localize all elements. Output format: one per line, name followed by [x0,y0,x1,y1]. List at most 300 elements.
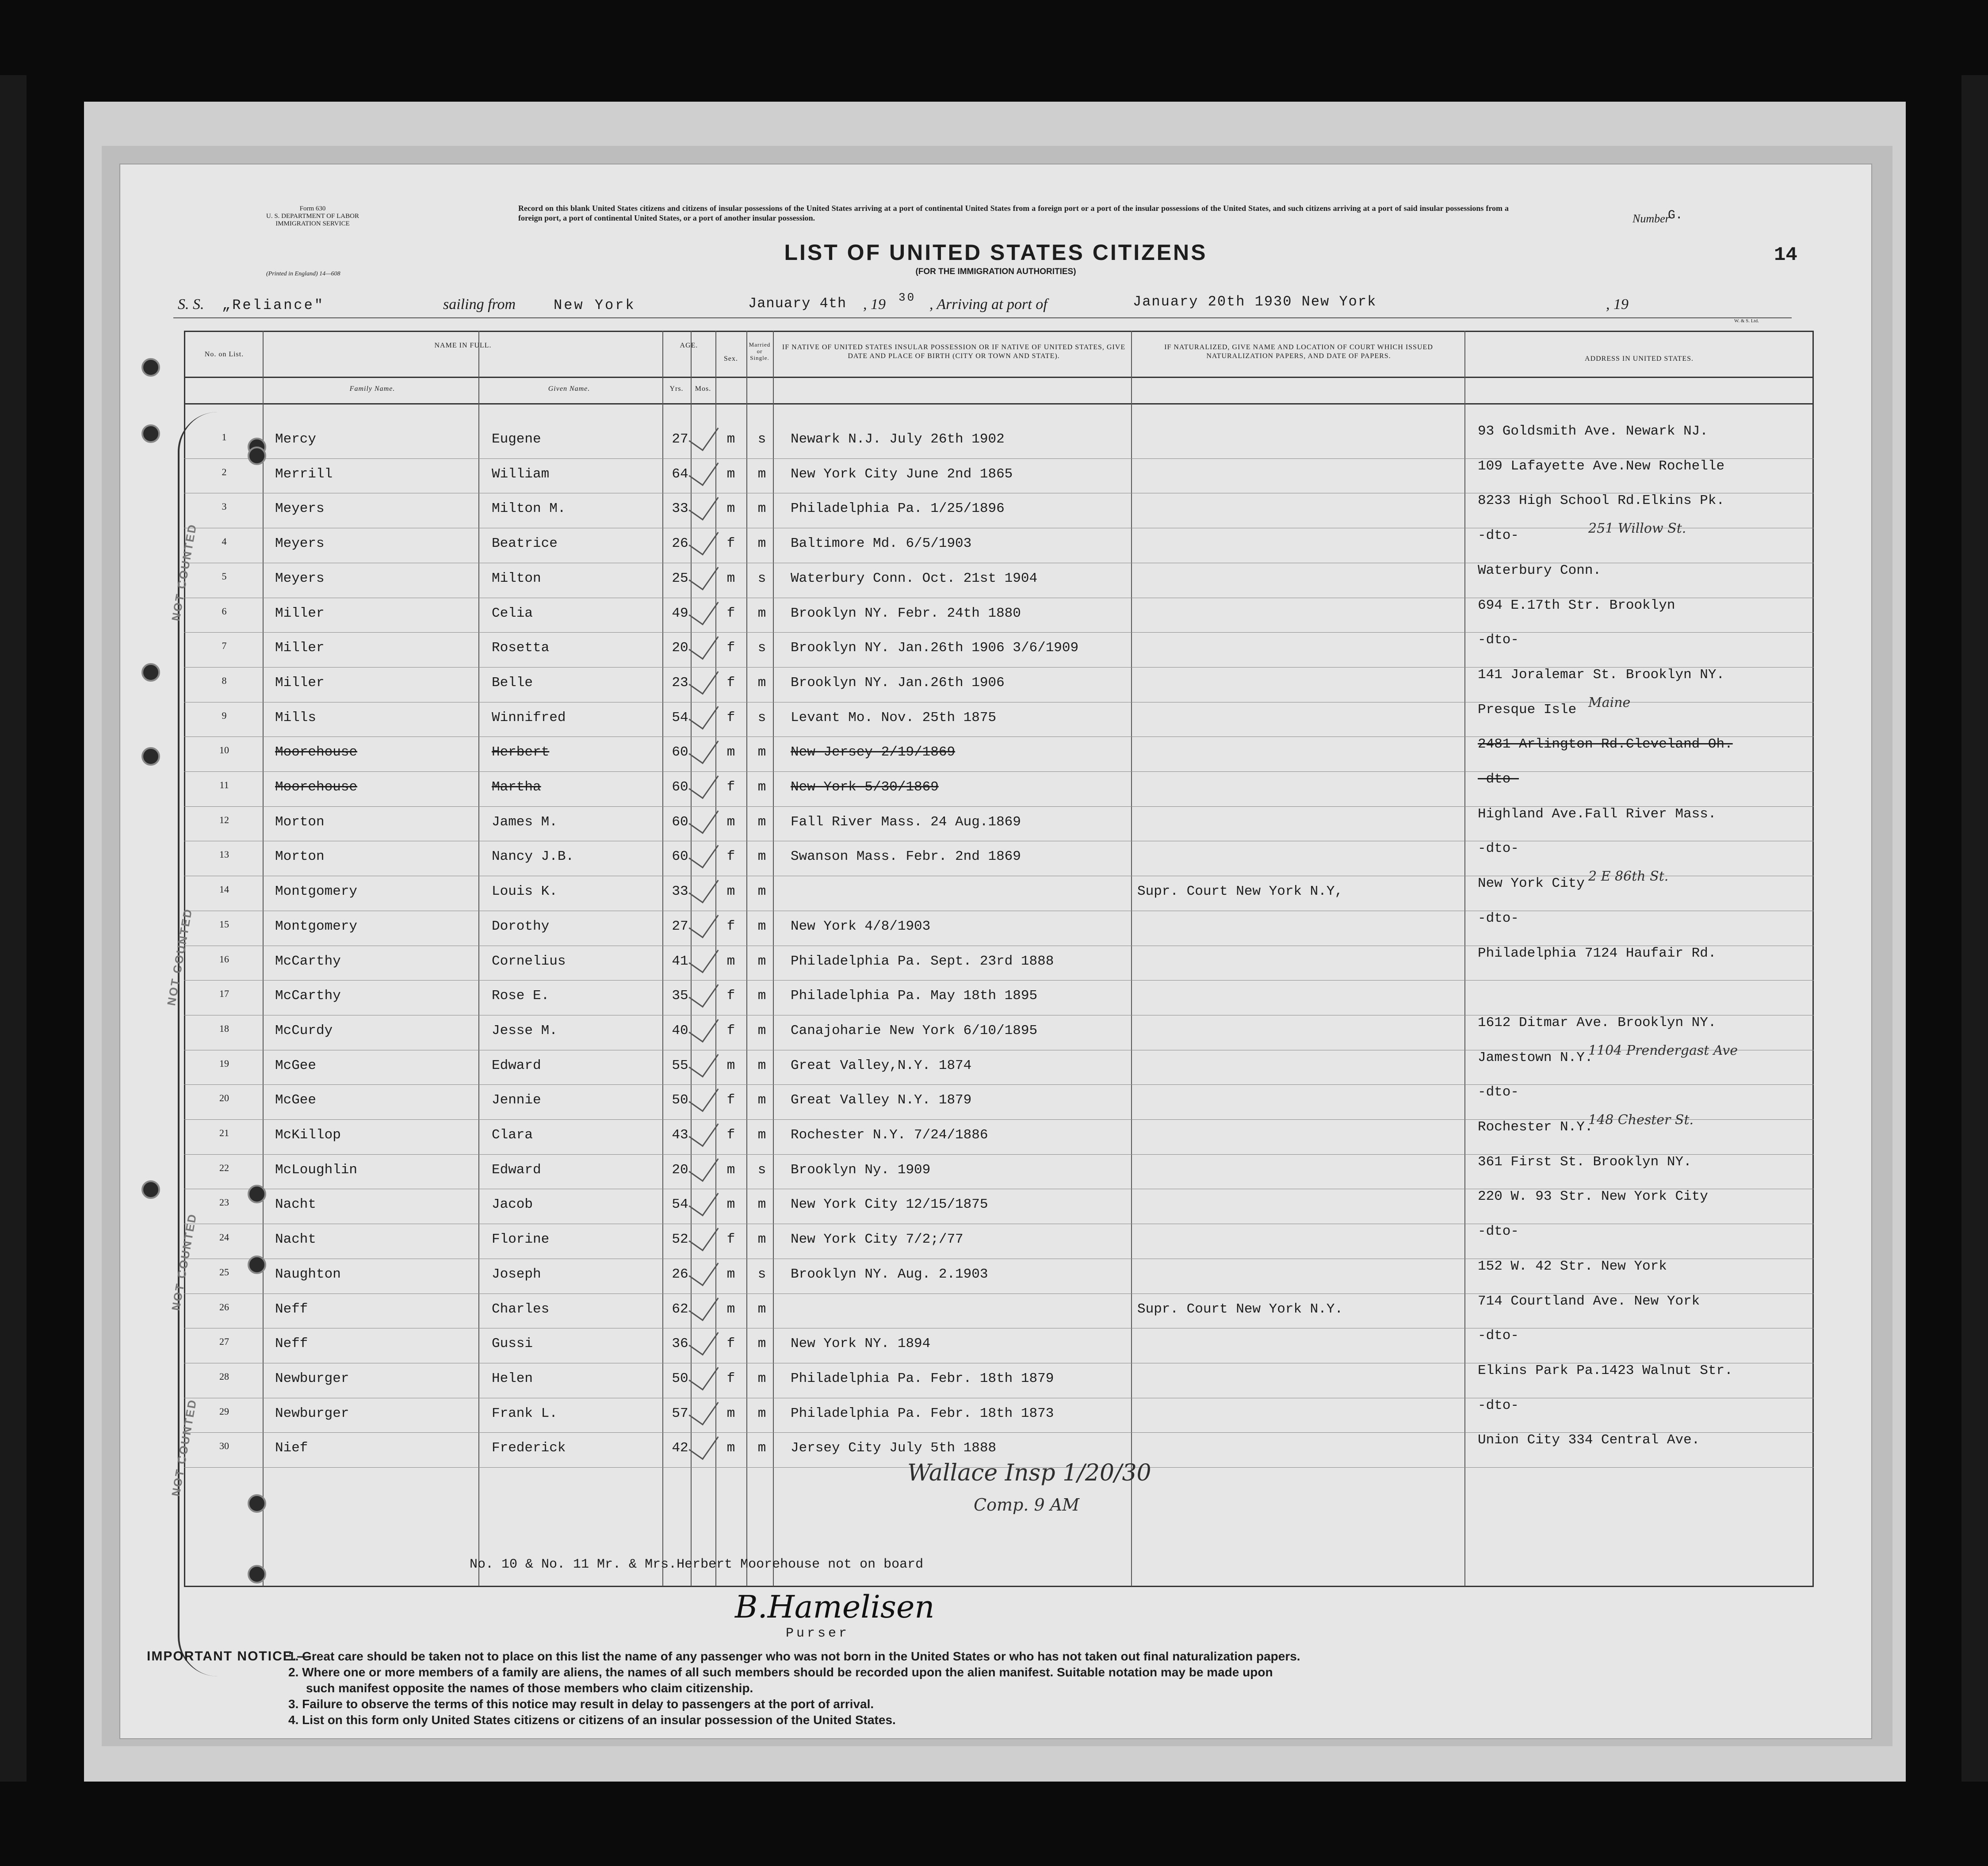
not-counted-stamp: NOT COUNTED [164,907,195,1007]
notice-2: 2. Where one or more members of a family are aliens, the names of all such members should be recorded upon the alien manifest. Suitable notation may be made upon [288,1665,1273,1679]
row-family: Neff [275,1336,308,1352]
row-married: m [757,1092,766,1108]
binder-hole [248,1255,266,1274]
row-sex: m [726,570,735,586]
row-married: m [757,1057,766,1073]
row-family: Mills [275,710,317,725]
row-address: New York City [1478,876,1585,892]
row-handwritten-note: 251 Willow St. [1588,521,1686,537]
row-family: Neff [275,1301,308,1317]
row-family: Montgomery [275,884,358,900]
row-sex: f [726,675,735,691]
printed-in: (Printed in England) 14—608 [266,271,340,277]
row-sex: m [726,814,735,830]
header-sex: Sex. [724,355,738,363]
form-instructions: Record on this blank United States citizens and citizens of insular possessions of the United States arriving at a port of continental United States from a foreign port or a port of the insular possessions of the United States, and such citizens arriving at a port of said insular possessions from a foreign port, a port of continental United States, or a port of another insular possession. [518,204,1509,222]
row-no: 23 [219,1197,229,1208]
row-address: -dto- [1478,1328,1519,1344]
row-married: m [757,779,766,795]
row-age: 36 [672,1336,688,1352]
row-address: 93 Goldsmith Ave. Newark NJ. [1478,424,1708,439]
row-sex: f [726,1127,735,1143]
row-sex: m [726,744,735,760]
header-address: ADDRESS IN UNITED STATES. [1585,355,1694,363]
row-given: Edward [492,1057,541,1073]
row-address: 694 E.17th Str. Brooklyn [1478,597,1675,613]
row-birth: Philadelphia Pa. 1/25/1896 [791,501,1005,517]
row-no: 26 [219,1301,229,1313]
number-label: Number [1632,212,1670,225]
row-married: s [757,431,766,447]
notice-3: 3. Failure to observe the terms of this notice may result in delay to passengers at the port of arrival. [288,1697,874,1711]
header-no: No. on List. [204,351,244,358]
row-age: 33 [672,501,688,517]
row-handwritten-note: 1104 Prendergast Ave [1588,1042,1738,1058]
row-family: McCarthy [275,953,341,969]
row-sex: f [726,710,735,725]
row-family: Nacht [275,1197,317,1213]
row-age: 50 [672,1092,688,1108]
row-family: Meyers [275,570,325,586]
row-married: m [757,1301,766,1317]
row-family: Morton [275,814,325,830]
row-family: McCurdy [275,1023,333,1038]
footer-remark: No. 10 & No. 11 Mr. & Mrs.Herbert Moorehouse not on board [470,1557,924,1572]
row-age: 64 [672,466,688,482]
film-edge-right [1961,75,1988,1782]
row-no: 12 [219,814,229,825]
row-birth: New York 4/8/1903 [791,918,931,934]
row-family: Newburger [275,1370,349,1386]
row-birth: New York City 12/15/1875 [791,1197,988,1213]
row-handwritten-note: Maine [1588,695,1631,710]
row-given: William [492,466,550,482]
purser-signature: B.Hamelisen [735,1589,935,1625]
row-age: 54 [672,1197,688,1213]
row-married: s [757,1266,766,1282]
row-given: Rose E. [492,988,550,1004]
row-family: McLoughlin [275,1162,358,1178]
row-no: 19 [219,1057,229,1069]
row-birth: Canajoharie New York 6/10/1895 [791,1023,1038,1038]
row-address: Philadelphia 7124 Haufair Rd. [1478,945,1717,961]
row-birth: Fall River Mass. 24 Aug.1869 [791,814,1021,830]
arrival-info: January 20th 1930 New York [1133,294,1377,310]
row-birth: Baltimore Md. 6/5/1903 [791,536,972,552]
sheet-number: 14 [1774,244,1797,266]
row-married: m [757,1023,766,1038]
row-address: 1612 Ditmar Ave. Brooklyn NY. [1478,1015,1717,1030]
row-birth: Newark N.J. July 26th 1902 [791,431,1005,447]
row-married: s [757,710,766,725]
header-age: AGE. [680,342,698,349]
row-given: Joseph [492,1266,541,1282]
row-no: 21 [219,1127,229,1138]
row-married: m [757,1127,766,1143]
row-family: Miller [275,605,325,621]
notice-4: 4. List on this form only United States citizens or citizens of an insular possession of the United States. [288,1713,896,1727]
row-married: s [757,640,766,656]
row-sex: m [726,884,735,900]
row-no: 13 [219,849,229,860]
ship-name: „Reliance" [222,297,325,313]
binder-hole [141,424,160,443]
row-age: 26 [672,1266,688,1282]
row-birth: Brooklyn Ny. 1909 [791,1162,931,1178]
row-age: 55 [672,1057,688,1073]
row-address: 109 Lafayette Ave.New Rochelle [1478,458,1725,474]
row-birth: Swanson Mass. Febr. 2nd 1869 [791,849,1021,865]
row-age: 43 [672,1127,688,1143]
row-married: m [757,1197,766,1213]
row-married: m [757,1370,766,1386]
notice-1: 1. Great care should be taken not to place on this list the name of any passenger who was not born in the United States or who has not taken out final naturalization papers. [288,1649,1300,1663]
row-age: 60 [672,814,688,830]
row-birth: Levant Mo. Nov. 25th 1875 [791,710,997,725]
row-married: m [757,536,766,552]
voyage-line [164,291,1801,320]
sailing-label: sailing from [443,296,516,313]
row-birth: Brooklyn NY. Aug. 2.1903 [791,1266,988,1282]
row-given: Eugene [492,431,541,447]
row-no: 4 [222,536,227,547]
row-married: s [757,1162,766,1178]
row-sex: m [726,1405,735,1421]
arriving-label: , Arriving at port of [929,296,1048,313]
row-address: Rochester N.Y. [1478,1119,1593,1135]
row-sex: m [726,466,735,482]
row-married: m [757,1232,766,1248]
row-sex: f [726,605,735,621]
row-age: 60 [672,744,688,760]
row-address: 220 W. 93 Str. New York City [1478,1189,1708,1205]
row-no: 27 [219,1336,229,1347]
row-age: 57 [672,1405,688,1421]
binder-hole [141,1180,160,1199]
row-given: Beatrice [492,536,558,552]
row-given: Charles [492,1301,550,1317]
row-age: 23 [672,675,688,691]
row-no: 24 [219,1232,229,1243]
row-rule [184,980,1814,981]
row-family: Miller [275,640,325,656]
row-family: McGee [275,1057,317,1073]
not-counted-stamp: NOT COUNTED [169,522,199,622]
row-married: m [757,605,766,621]
row-address: Union City 334 Central Ave. [1478,1432,1700,1448]
row-married: m [757,849,766,865]
row-no: 8 [222,675,227,686]
row-address: -dto- [1478,632,1519,648]
row-given: Milton [492,570,541,586]
row-birth: Rochester N.Y. 7/24/1886 [791,1127,988,1143]
row-birth: Jersey City July 5th 1888 [791,1440,997,1456]
row-no: 7 [222,640,227,652]
row-address: Jamestown N.Y. [1478,1049,1593,1065]
row-birth: Waterbury Conn. Oct. 21st 1904 [791,570,1038,586]
row-family: McCarthy [275,988,341,1004]
row-birth: New Jersey 2/19/1869 [791,744,956,760]
departure-date: January 4th [748,295,847,312]
name-subheader-line [184,377,1814,378]
row-age: 54 [672,710,688,725]
row-court: Supr. Court New York N.Y, [1137,884,1343,900]
purser-label: Purser [786,1626,850,1641]
row-address: Waterbury Conn. [1478,562,1602,578]
manifest-page [119,164,1872,1739]
row-no: 25 [219,1266,229,1278]
row-no: 15 [219,918,229,930]
service: IMMIGRATION SERVICE [275,220,350,227]
row-address: 361 First St. Brooklyn NY. [1478,1154,1692,1170]
row-given: Gussi [492,1336,533,1352]
header-birth: IF NATIVE OF UNITED STATES INSULAR POSSESSION OR IF NATIVE OF UNITED STATES, GIVE DATE AND PLACE OF BIRTH (CITY OR TOWN AND STATE). [782,343,1126,360]
row-given: Edward [492,1162,541,1178]
row-sex: f [726,1023,735,1038]
row-sex: m [726,1057,735,1073]
row-address: 714 Courtland Ave. New York [1478,1293,1700,1309]
row-no: 22 [219,1162,229,1173]
row-sex: m [726,1266,735,1282]
row-sex: f [726,849,735,865]
row-married: m [757,1440,766,1456]
row-given: Helen [492,1370,533,1386]
row-given: Belle [492,675,533,691]
not-counted-stamp: NOT COUNTED [169,1212,199,1312]
header-given-name: Given Name. [548,385,590,393]
row-married: m [757,953,766,969]
row-family: Morton [275,849,325,865]
row-given: Cornelius [492,953,566,969]
row-no: 1 [222,431,227,443]
header-married: Married or Single. [749,341,771,361]
form-info [266,205,359,228]
binder-hole [141,747,160,766]
year-tail: , 19 [1606,296,1629,313]
row-given: Florine [492,1232,550,1248]
binder-hole [141,663,160,682]
header-bottom-line [184,403,1814,404]
row-no: 10 [219,744,229,756]
row-family: Montgomery [275,918,358,934]
row-sex: f [726,918,735,934]
row-birth: Great Valley N.Y. 1879 [791,1092,972,1108]
row-birth: Philadelphia Pa. Sept. 23rd 1888 [791,953,1054,969]
row-handwritten-note: 148 Chester St. [1588,1112,1694,1128]
row-address: -dto- [1478,771,1519,787]
voyage-underline [173,317,1792,318]
row-given: Frank L. [492,1405,558,1421]
row-age: 60 [672,849,688,865]
row-no: 11 [219,779,229,790]
row-address: -dto- [1478,1084,1519,1100]
row-age: 50 [672,1370,688,1386]
row-sex: f [726,988,735,1004]
row-given: Martha [492,779,541,795]
row-sex: f [726,1370,735,1386]
row-family: Meyers [275,536,325,552]
comp-note: Comp. 9 AM [974,1495,1080,1515]
row-birth: Philadelphia Pa. Febr. 18th 1873 [791,1405,1054,1421]
row-birth: Philadelphia Pa. May 18th 1895 [791,988,1038,1004]
ss-label: S. S. [178,296,204,313]
row-married: m [757,675,766,691]
inspector-note: Wallace Insp 1/20/30 [907,1460,1151,1486]
row-age: 25 [672,570,688,586]
departure-year: 30 [898,291,916,304]
header-name-in-full: NAME IN FULL. [434,342,492,349]
row-address: 2481 Arlington Rd.Cleveland Oh. [1478,736,1733,752]
row-sex: m [726,431,735,447]
row-age: 20 [672,1162,688,1178]
row-birth: Philadelphia Pa. Febr. 18th 1879 [791,1370,1054,1386]
binder-hole [248,1494,266,1513]
row-family: Moorehouse [275,744,358,760]
page-subtitle: (FOR THE IMMIGRATION AUTHORITIES) [915,267,1076,276]
binder-hole [248,446,266,465]
film-edge-left [0,75,27,1782]
row-family: Moorehouse [275,779,358,795]
row-family: Nief [275,1440,308,1456]
row-sex: m [726,1162,735,1178]
row-family: Miller [275,675,325,691]
header-mos: Mos. [695,385,711,393]
row-address: 152 W. 42 Str. New York [1478,1258,1667,1274]
row-family: Naughton [275,1266,341,1282]
row-married: m [757,814,766,830]
row-birth: New York NY. 1894 [791,1336,931,1352]
binder-hole [248,1185,266,1203]
notice-2-cont: such manifest opposite the names of those members who claim citizenship. [306,1681,753,1695]
row-handwritten-note: 2 E 86th St. [1588,869,1669,885]
row-family: McGee [275,1092,317,1108]
row-family: Meyers [275,501,325,517]
row-family: Mercy [275,431,317,447]
row-age: 35 [672,988,688,1004]
row-given: Dorothy [492,918,550,934]
binder-hole [248,1565,266,1584]
row-address: Presque Isle [1478,702,1577,717]
header-family-name: Family Name. [349,385,395,393]
row-sex: m [726,501,735,517]
row-age: 42 [672,1440,688,1456]
row-sex: f [726,640,735,656]
row-given: Milton M. [492,501,566,517]
row-birth: New York City June 2nd 1865 [791,466,1013,482]
row-sex: m [726,1440,735,1456]
year-prefix: , 19 [863,296,886,313]
row-no: 30 [219,1440,229,1452]
row-address: Elkins Park Pa.1423 Walnut Str. [1478,1362,1733,1378]
printer-mark: W. & S. Ltd. [1734,318,1759,324]
row-no: 14 [219,884,229,895]
row-address: -dto- [1478,910,1519,926]
row-given: Herbert [492,744,550,760]
row-age: 49 [672,605,688,621]
row-given: Louis K. [492,884,558,900]
row-married: s [757,570,766,586]
departure-port: New York [554,297,636,313]
row-given: Nancy J.B. [492,849,574,865]
important-notice-title: IMPORTANT NOTICE.— [147,1649,312,1664]
row-given: Rosetta [492,640,550,656]
row-age: 26 [672,536,688,552]
row-address: 141 Joralemar St. Brooklyn NY. [1478,667,1725,683]
row-sex: f [726,1232,735,1248]
row-address: -dto- [1478,1224,1519,1240]
row-family: Nacht [275,1232,317,1248]
row-no: 5 [222,570,227,582]
row-given: Jesse M. [492,1023,558,1038]
binder-hole [141,358,160,377]
row-sex: f [726,1336,735,1352]
row-no: 2 [222,466,227,477]
page-title: LIST OF UNITED STATES CITIZENS [784,240,1208,265]
row-no: 20 [219,1092,229,1104]
row-birth: New York 5/30/1869 [791,779,939,795]
row-sex: f [726,779,735,795]
row-family: Newburger [275,1405,349,1421]
row-married: m [757,884,766,900]
row-married: m [757,466,766,482]
row-family: McKillop [275,1127,341,1143]
row-married: m [757,744,766,760]
row-no: 28 [219,1370,229,1382]
row-married: m [757,988,766,1004]
row-married: m [757,501,766,517]
row-no: 9 [222,710,227,721]
row-married: m [757,1405,766,1421]
row-age: 41 [672,953,688,969]
row-address: -dto- [1478,1397,1519,1413]
row-age: 52 [672,1232,688,1248]
row-age: 27 [672,918,688,934]
form-number: Form 630 [299,205,326,212]
row-no: 17 [219,988,229,1000]
row-married: m [757,918,766,934]
row-age: 20 [672,640,688,656]
department: U. S. DEPARTMENT OF LABOR [266,213,359,220]
row-no: 18 [219,1023,229,1034]
row-birth: Brooklyn NY. Jan.26th 1906 [791,675,1005,691]
row-no: 16 [219,953,229,965]
row-no: 3 [222,501,227,512]
row-sex: f [726,536,735,552]
row-no: 29 [219,1405,229,1417]
row-family: Merrill [275,466,333,482]
row-given: Winnifred [492,710,566,725]
row-given: Jacob [492,1197,533,1213]
row-address: -dto- [1478,528,1519,544]
row-birth: Great Valley,N.Y. 1874 [791,1057,972,1073]
row-age: 60 [672,779,688,795]
not-counted-stamp: NOT COUNTED [169,1397,199,1498]
row-sex: m [726,1301,735,1317]
row-given: Clara [492,1127,533,1143]
header-yrs: Yrs. [669,385,684,393]
row-address: 8233 High School Rd.Elkins Pk. [1478,493,1725,509]
row-age: 33 [672,884,688,900]
number-value: G. [1668,209,1683,222]
row-given: Celia [492,605,533,621]
header-naturalized: IF NATURALIZED, GIVE NAME AND LOCATION OF COURT WHICH ISSUED NATURALIZATION PAPERS, AND DATE OF PAPERS. [1164,343,1433,360]
row-court: Supr. Court New York N.Y. [1137,1301,1343,1317]
row-age: 27 [672,431,688,447]
row-sex: f [726,1092,735,1108]
row-no: 6 [222,605,227,617]
row-given: James M. [492,814,558,830]
row-sex: m [726,1197,735,1213]
